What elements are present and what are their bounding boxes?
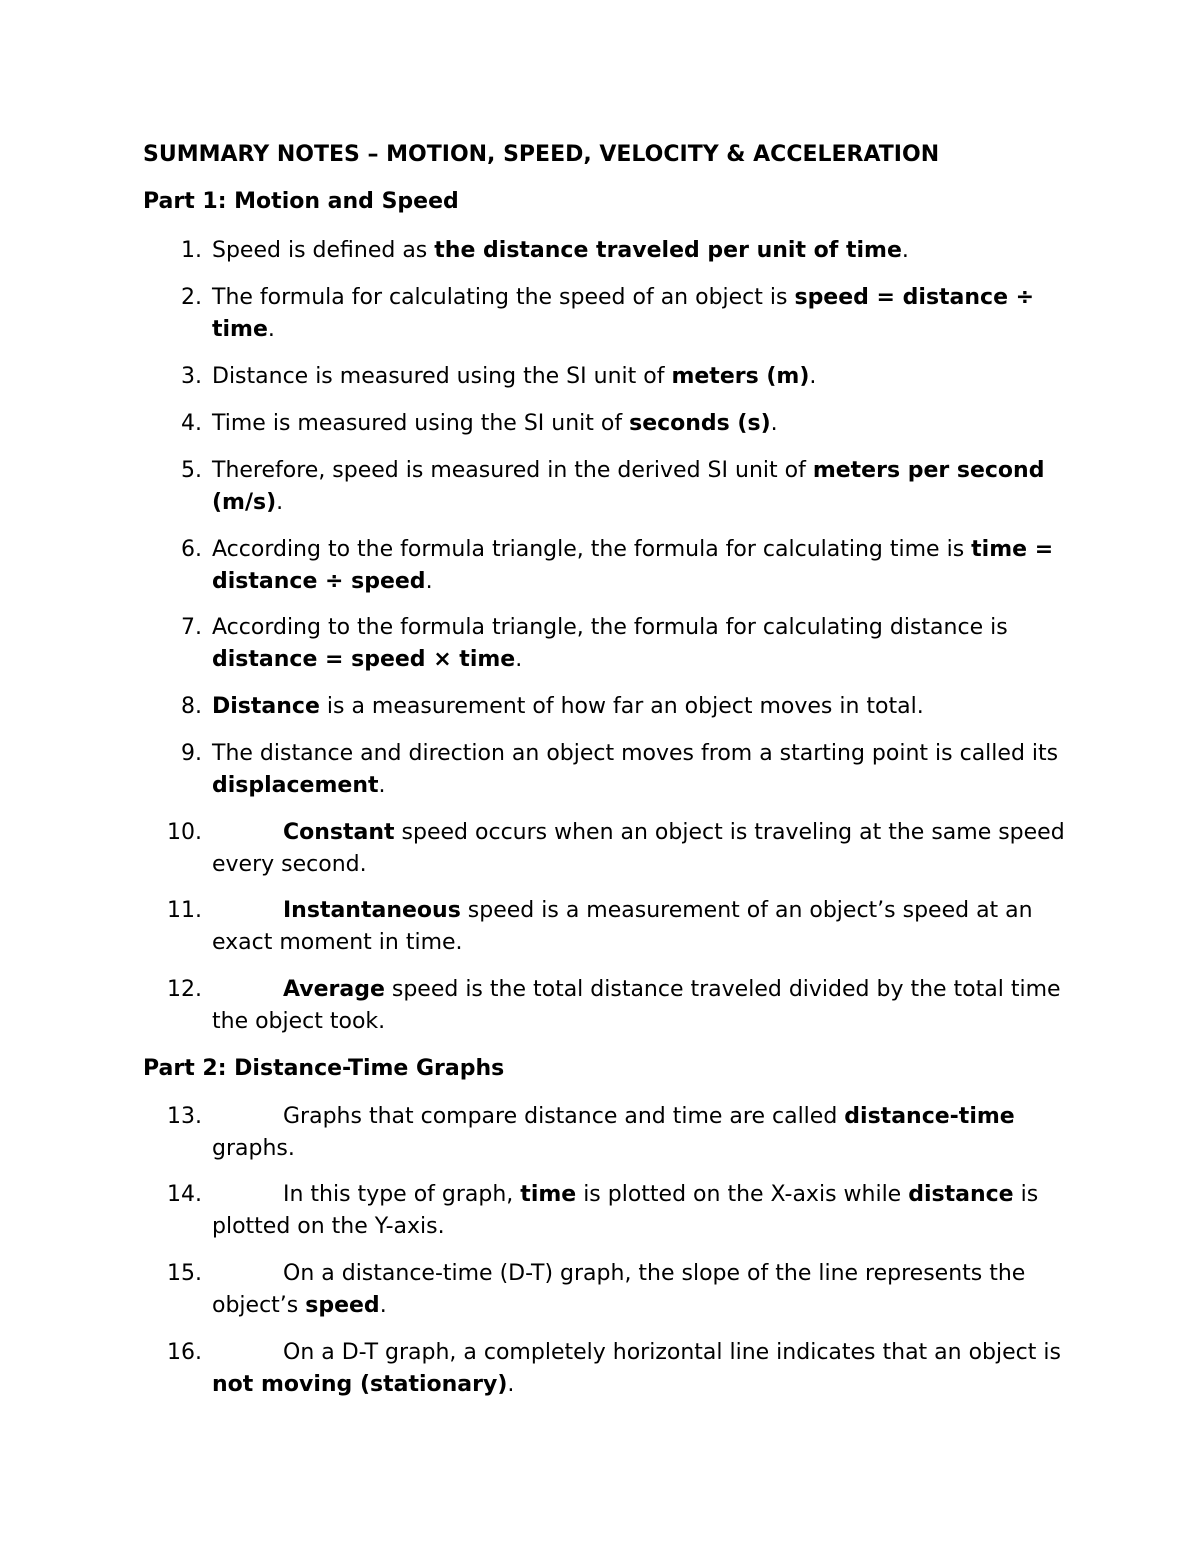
key-term: Instantaneous (283, 898, 461, 923)
list-item-number: 9. (181, 741, 202, 766)
list-item-number: 8. (181, 694, 202, 719)
list-item-text: Average speed is the total distance traveled divided by the total time the object took. (212, 977, 1061, 1034)
list-item-number: 11. (167, 898, 202, 923)
key-term: Distance (212, 694, 320, 719)
list-item-number: 2. (181, 285, 202, 310)
key-term: meters (m) (671, 364, 810, 389)
list-item-number: 6. (181, 537, 202, 562)
document-title: SUMMARY NOTES – MOTION, SPEED, VELOCITY & ACCELERATION (143, 142, 940, 167)
list-item-text: On a distance-time (D-T) graph, the slope of the line represents the object’s speed. (212, 1261, 1026, 1318)
list-item-number: 12. (167, 977, 202, 1002)
list-item-number: 13. (167, 1104, 202, 1129)
list-item-text: Therefore, speed is measured in the derived SI unit of meters per second (m/s). (212, 458, 1045, 515)
key-term: Average (283, 977, 385, 1002)
list-item-number: 3. (181, 364, 202, 389)
key-term: Constant (283, 820, 395, 845)
list-item-text: Distance is measured using the SI unit of meters (m). (212, 364, 817, 389)
list-item-number: 1. (181, 238, 202, 263)
key-term: the distance traveled per unit of time (434, 238, 902, 263)
list-item-number: 16. (167, 1340, 202, 1365)
key-term: distance-time (844, 1104, 1015, 1129)
key-term: not moving (stationary) (212, 1371, 508, 1397)
list-item-text: The formula for calculating the speed of an object is speed = distance ÷ time. (212, 285, 1035, 342)
key-term: time (520, 1182, 577, 1207)
list-item-text: Time is measured using the SI unit of seconds (s). (212, 411, 778, 436)
key-term: seconds (s) (629, 411, 771, 436)
list-item-number: 5. (181, 458, 202, 483)
key-term: time = distance ÷ speed (212, 537, 1054, 594)
list-item-number: 15. (167, 1261, 202, 1286)
key-term: distance = speed × time (212, 646, 516, 672)
list-item-text: Graphs that compare distance and time are called distance-time graphs. (212, 1104, 1015, 1161)
list-item-number: 4. (181, 411, 202, 436)
list-item-text: Constant speed occurs when an object is traveling at the same speed every second. (212, 820, 1065, 877)
list-item-text: Instantaneous speed is a measurement of an object’s speed at an exact moment in time. (212, 898, 1033, 955)
list-item-number: 10. (167, 820, 202, 845)
list-item-text: On a D-T graph, a completely horizontal line indicates that an object is not moving (stationary). (212, 1340, 1061, 1397)
key-term: displacement (212, 772, 379, 798)
list-item-number: 7. (181, 615, 202, 640)
section-heading: Part 2: Distance-Time Graphs (143, 1056, 505, 1081)
key-term: meters per second (m/s) (212, 458, 1045, 515)
list-item-text: In this type of graph, time is plotted on the X-axis while distance is plotted on the Y-axis. (212, 1182, 1039, 1239)
list-item-text: According to the formula triangle, the formula for calculating distance is distance = speed × time. (212, 615, 1008, 672)
list-item-text: According to the formula triangle, the formula for calculating time is time = distance ÷ speed. (212, 537, 1054, 594)
key-term: speed (305, 1292, 380, 1318)
section-heading: Part 1: Motion and Speed (143, 189, 459, 214)
list-item-text: The distance and direction an object moves from a starting point is called its displacement. (212, 741, 1059, 798)
key-term: speed = distance ÷ time (212, 285, 1035, 342)
list-item-number: 14. (167, 1182, 202, 1207)
list-item-text: Distance is a measurement of how far an object moves in total. (212, 694, 924, 719)
list-item-text: Speed is defined as the distance traveled per unit of time. (212, 238, 909, 263)
key-term: distance (908, 1182, 1014, 1207)
